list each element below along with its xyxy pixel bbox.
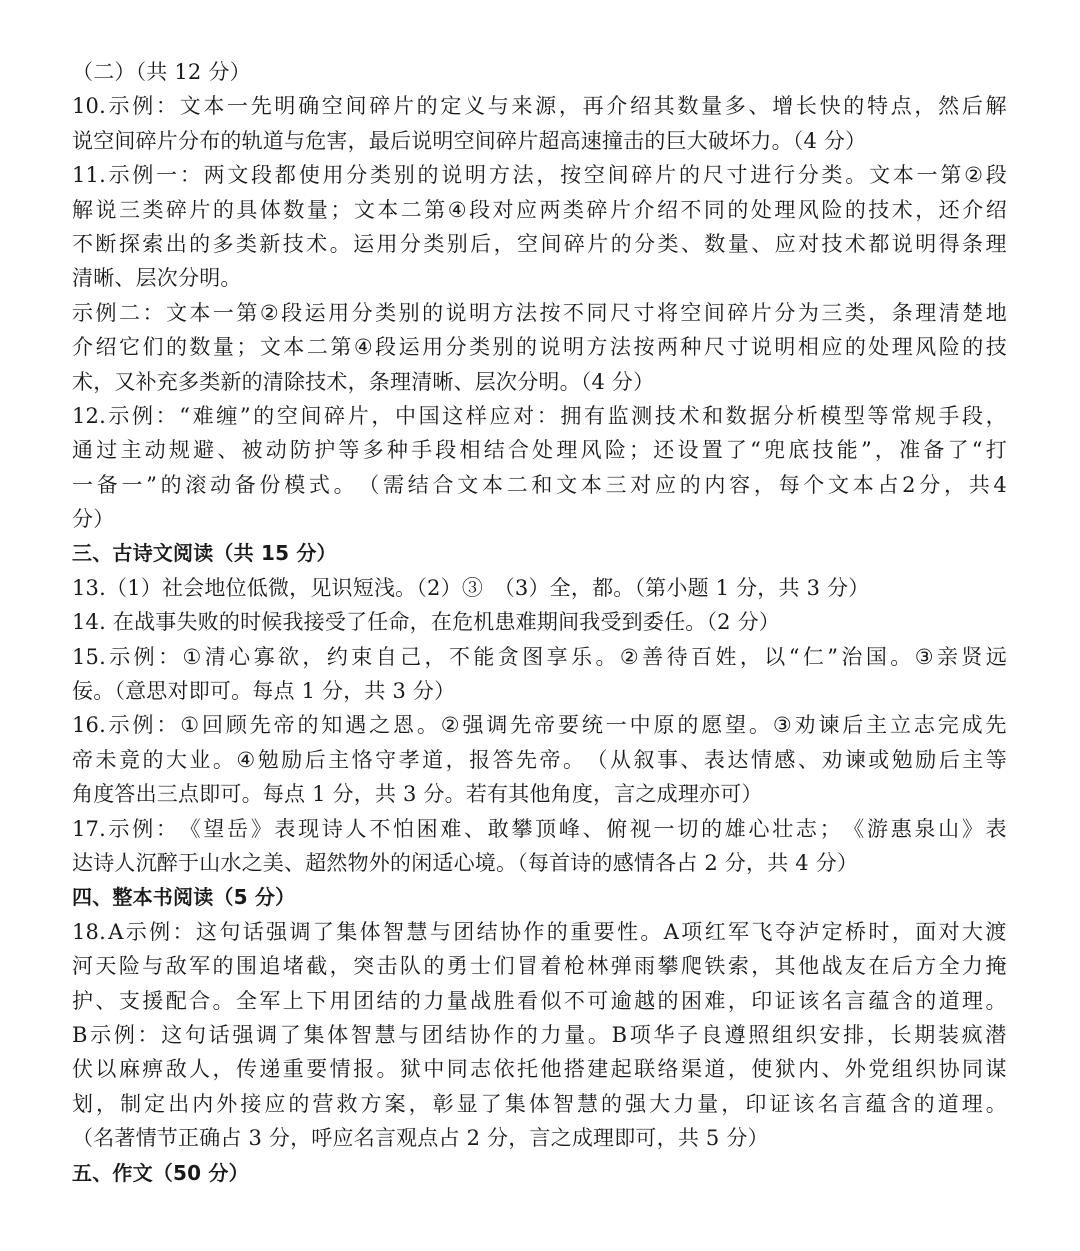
text-line: 分） (72, 507, 115, 532)
text-line: 不 断 探 索 出 的 多 类 新 技 术 。 运 用 分 类 别 后 ， 空 间 碎 片 的 分 类 、 数 量 、 应 对 技 术 都 说 明 得 条 理 (72, 231, 1007, 256)
section-heading: 五、作文（50 分） (72, 1160, 249, 1185)
text-line: 划 ， 制 定 出 内 外 接 应 的 营 救 方 案 ， 彰 显 了 集 体 智 慧 的 强 大 力 量 ， 印 证 该 名 言 蕴 含 的 道 理 。 (72, 1091, 1007, 1116)
text-line: 达诗人沉醉于山水之美、超然物外的闲适心境。（每首诗的感情各占 2 分，共 4 分） (72, 850, 859, 875)
text-line: 帝 未 竟 的 大 业 。 ④ 勉 励 后 主 恪 守 孝 道 ， 报 答 先 帝 。 （ 从 叙 事 、 表 达 情 感 、 劝 谏 或 勉 励 后 主 等 (72, 747, 1007, 772)
text-line: 16. 示 例 ： ① 回 顾 先 帝 的 知 遇 之 恩 。 ② 强 调 先 帝 要 统 一 中 原 的 愿 望 。 ③ 劝 谏 后 主 立 志 完 成 先 (72, 713, 1007, 738)
text-line: 10. 示 例 ： 文 本 一 先 明 确 空 间 碎 片 的 定 义 与 来 源 ， 再 介 绍 其 数 量 多 、 增 长 快 的 特 点 ， 然 后 解 (72, 94, 1007, 119)
text-line: 15. 示 例 ： ① 清 心 寡 欲 ， 约 束 自 己 ， 不 能 贪 图 享 乐 。 ② 善 待 百 姓 ， 以 “ 仁 ” 治 国 。 ③ 亲 贤 远 (72, 644, 1007, 669)
text-line: 佞。（意思对即可。每点 1 分，共 3 分） (72, 679, 456, 704)
text-line: 伏 以 麻 痹 敌 人 ， 传 递 重 要 情 报 。 狱 中 同 志 依 托 他 搭 建 起 联 络 渠 道 ， 使 狱 内 、 外 党 组 织 协 同 谋 (72, 1057, 1007, 1082)
text-line: 角度答出三点即可。每点 1 分，共 3 分。若有其他角度，言之成理亦可） (72, 782, 763, 807)
text-line: 解 说 三 类 碎 片 的 具 体 数 量 ； 文 本 二 第 ④ 段 对 应 两 类 碎 片 介 绍 不 同 的 处 理 风 险 的 技 术 ， 还 介 绍 (72, 197, 1007, 222)
section-heading: （二）（共 12 分） (72, 60, 251, 84)
text-line: 一 备 一 ” 的 滚 动 备 份 模 式 。 （ 需 结 合 文 本 二 和 文 本 三 对 应 的 内 容 ， 每 个 文 本 占 2 分 ， 共 4 (72, 472, 1007, 497)
text-line: 清晰、层次分明。 (72, 266, 242, 291)
text-line: B 示 例 ： 这 句 话 强 调 了 集 体 智 慧 与 团 结 协 作 的 力 量 。 B 项 华 子 良 遵 照 组 织 安 排 ， 长 期 装 疯 潜 (72, 1022, 1007, 1047)
text-line: 14. 在战事失败的时候我接受了任命，在危机患难期间我受到委任。（2 分） (72, 610, 781, 635)
text-line: 术，又补充多类新的清除技术，条理清晰、层次分明。（4 分） (72, 369, 655, 394)
text-line: 11. 示 例 一 ： 两 文 段 都 使 用 分 类 别 的 说 明 方 法 ， 按 空 间 碎 片 的 尺 寸 进 行 分 类 。 文 本 一 第 ② 段 (72, 163, 1007, 188)
text-line: 介 绍 它 们 的 数 量 ； 文 本 二 第 ④ 段 运 用 分 类 别 的 说 明 方 法 按 两 种 尺 寸 说 明 相 应 的 处 理 风 险 的 技 (72, 335, 1007, 360)
text-line: 13.（1）社会地位低微，见识短浅。（2）③ （3）全，都。（第小题 1 分，共 3 分） (72, 575, 870, 600)
section-heading: 四、整本书阅读（5 分） (72, 885, 296, 910)
text-line: 通 过 主 动 规 避 、 被 动 防 护 等 多 种 手 段 相 结 合 处 理 风 险 ； 还 设 置 了 “ 兜 底 技 能 ” ， 准 备 了 “ 打 (72, 438, 1007, 463)
text-line: 护 、 支 援 配 合 。 全 军 上 下 用 团 结 的 力 量 战 胜 看 似 不 可 逾 越 的 困 难 ， 印 证 该 名 言 蕴 含 的 道 理 。 (72, 988, 1007, 1013)
text-line: 12. 示 例 ： “ 难 缠 ” 的 空 间 碎 片 ， 中 国 这 样 应 对 ： 拥 有 监 测 技 术 和 数 据 分 析 模 型 等 常 规 手 段 ， (72, 403, 1007, 428)
text-line: 河 天 险 与 敌 军 的 围 追 堵 截 ， 突 击 队 的 勇 士 们 冒 着 枪 林 弹 雨 攀 爬 铁 索 ， 其 他 战 友 在 后 方 全 力 掩 (72, 954, 1007, 979)
text-line: 说空间碎片分布的轨道与危害，最后说明空间碎片超高速撞击的巨大破坏力。（4 分） (72, 128, 867, 153)
text-line: （名著情节正确占 3 分，呼应名言观点占 2 分，言之成理即可，共 5 分） (72, 1126, 769, 1151)
answer-key-page (72, 55, 1007, 1215)
text-line: 示 例 二 ： 文 本 一 第 ② 段 运 用 分 类 别 的 说 明 方 法 按 不 同 尺 寸 将 空 间 碎 片 分 为 三 类 ， 条 理 清 楚 地 (72, 300, 1007, 325)
text-line: 17. 示 例 ： 《 望 岳 》 表 现 诗 人 不 怕 困 难 、 敢 攀 顶 峰 、 俯 视 一 切 的 雄 心 壮 志 ； 《 游 惠 泉 山 》 表 (72, 816, 1007, 841)
text-line: 18. A 示 例 ： 这 句 话 强 调 了 集 体 智 慧 与 团 结 协 作 的 重 要 性 。 A 项 红 军 飞 夺 泸 定 桥 时 ， 面 对 大 渡 (72, 919, 1007, 944)
section-heading: 三、古诗文阅读（共 15 分） (72, 541, 337, 566)
